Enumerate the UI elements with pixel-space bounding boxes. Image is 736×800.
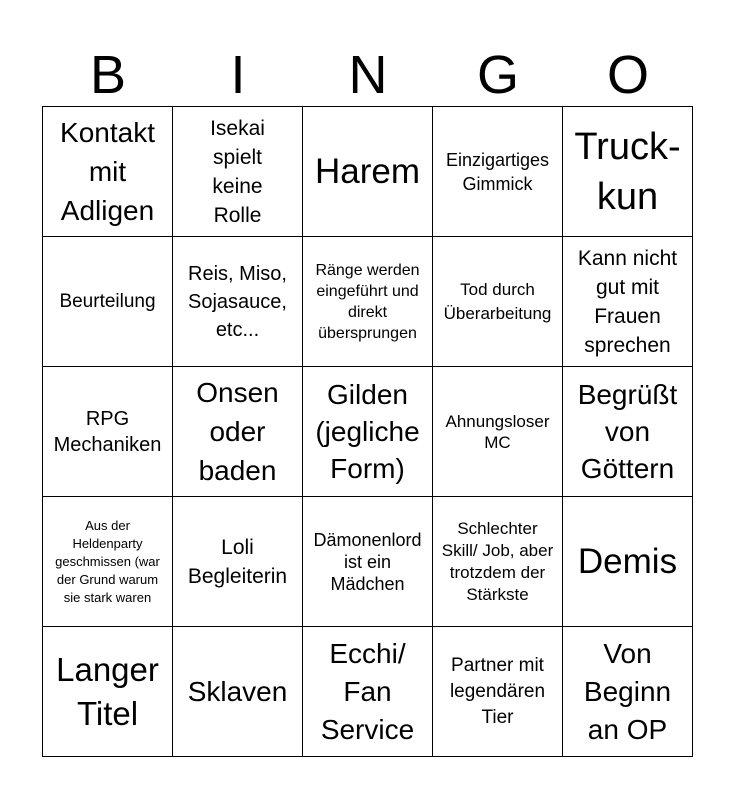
bingo-cell-text: Ecchi/ Fan Service [320,637,415,745]
bingo-cell-text: Tod durch Überarbeitung [443,279,552,323]
bingo-cell-text: Isekai spielt keine Rolle [210,116,265,227]
bingo-cell-text: Dämonenlord ist ein Mädchen [313,529,422,594]
bingo-cell-text: Reis, Miso, Sojasauce, etc... [188,262,287,341]
bingo-cell-text: Gilden (jegliche Form) [315,379,420,484]
bingo-cell-text: Beurteilung [59,291,156,312]
header-letter-i: I [230,45,246,105]
bingo-cell-text: Von Beginn an OP [583,637,672,745]
bingo-cell[interactable] [562,496,693,627]
bingo-cell[interactable] [172,366,303,497]
bingo-cell[interactable] [42,106,173,237]
bingo-cell[interactable] [172,236,303,367]
bingo-cell-text: Kontakt mit Adligen [60,117,155,226]
bingo-cell-text: Langer Titel [56,650,159,732]
bingo-cell-text: Partner mit legendären Tier [449,654,546,728]
header-letter-n: N [348,45,388,105]
bingo-cell-text: Schlechter Skill/ Job, aber trotzdem der Stärkste [441,518,554,604]
bingo-cell[interactable] [42,236,173,367]
bingo-cell-text: Harem [314,151,421,191]
bingo-header [43,44,693,106]
header-letter-g: G [476,45,519,105]
bingo-cell[interactable] [432,236,563,367]
bingo-cell[interactable] [432,106,563,237]
bingo-cell-text: Demis [577,541,678,581]
bingo-cell[interactable] [562,366,693,497]
bingo-cell-text: Truck-kun [574,125,681,218]
bingo-cell[interactable] [562,106,693,237]
bingo-cell[interactable] [172,626,303,757]
bingo-cell[interactable] [302,496,433,627]
bingo-cell[interactable] [302,626,433,757]
bingo-cell-text: Aus der Heldenparty geschmissen (war der Grund warum sie stark waren [55,517,160,605]
bingo-cell[interactable] [172,106,303,237]
bingo-cell[interactable] [302,106,433,237]
bingo-cell-text: Loli Begleiterin [187,535,288,588]
bingo-cell-text: Sklaven [187,676,288,707]
bingo-cell-text: Ränge werden eingeführt und direkt übersprungen [315,261,420,342]
bingo-cell-text: Kann nicht gut mit Frauen sprechen [577,246,678,357]
bingo-cell-text: Onsen oder baden [196,377,279,486]
bingo-grid [43,107,693,757]
bingo-cell[interactable] [562,626,693,757]
bingo-cell-text: Einzigartiges Gimmick [445,149,550,194]
bingo-cell[interactable] [42,626,173,757]
bingo-cell[interactable] [42,366,173,497]
bingo-cell-text: RPG Mechaniken [53,407,162,456]
bingo-cell-text: Ahnungsloser MC [445,411,550,452]
bingo-cell-text: Begrüßt von Göttern [577,379,678,484]
bingo-cell[interactable] [432,366,563,497]
bingo-cell[interactable] [302,366,433,497]
header-letter-o: O [606,45,649,105]
bingo-cell[interactable] [172,496,303,627]
header-letter-b: B [89,45,127,105]
bingo-cell[interactable] [42,496,173,627]
bingo-cell[interactable] [562,236,693,367]
bingo-cell[interactable] [432,496,563,627]
bingo-cell[interactable] [432,626,563,757]
bingo-cell[interactable] [302,236,433,367]
